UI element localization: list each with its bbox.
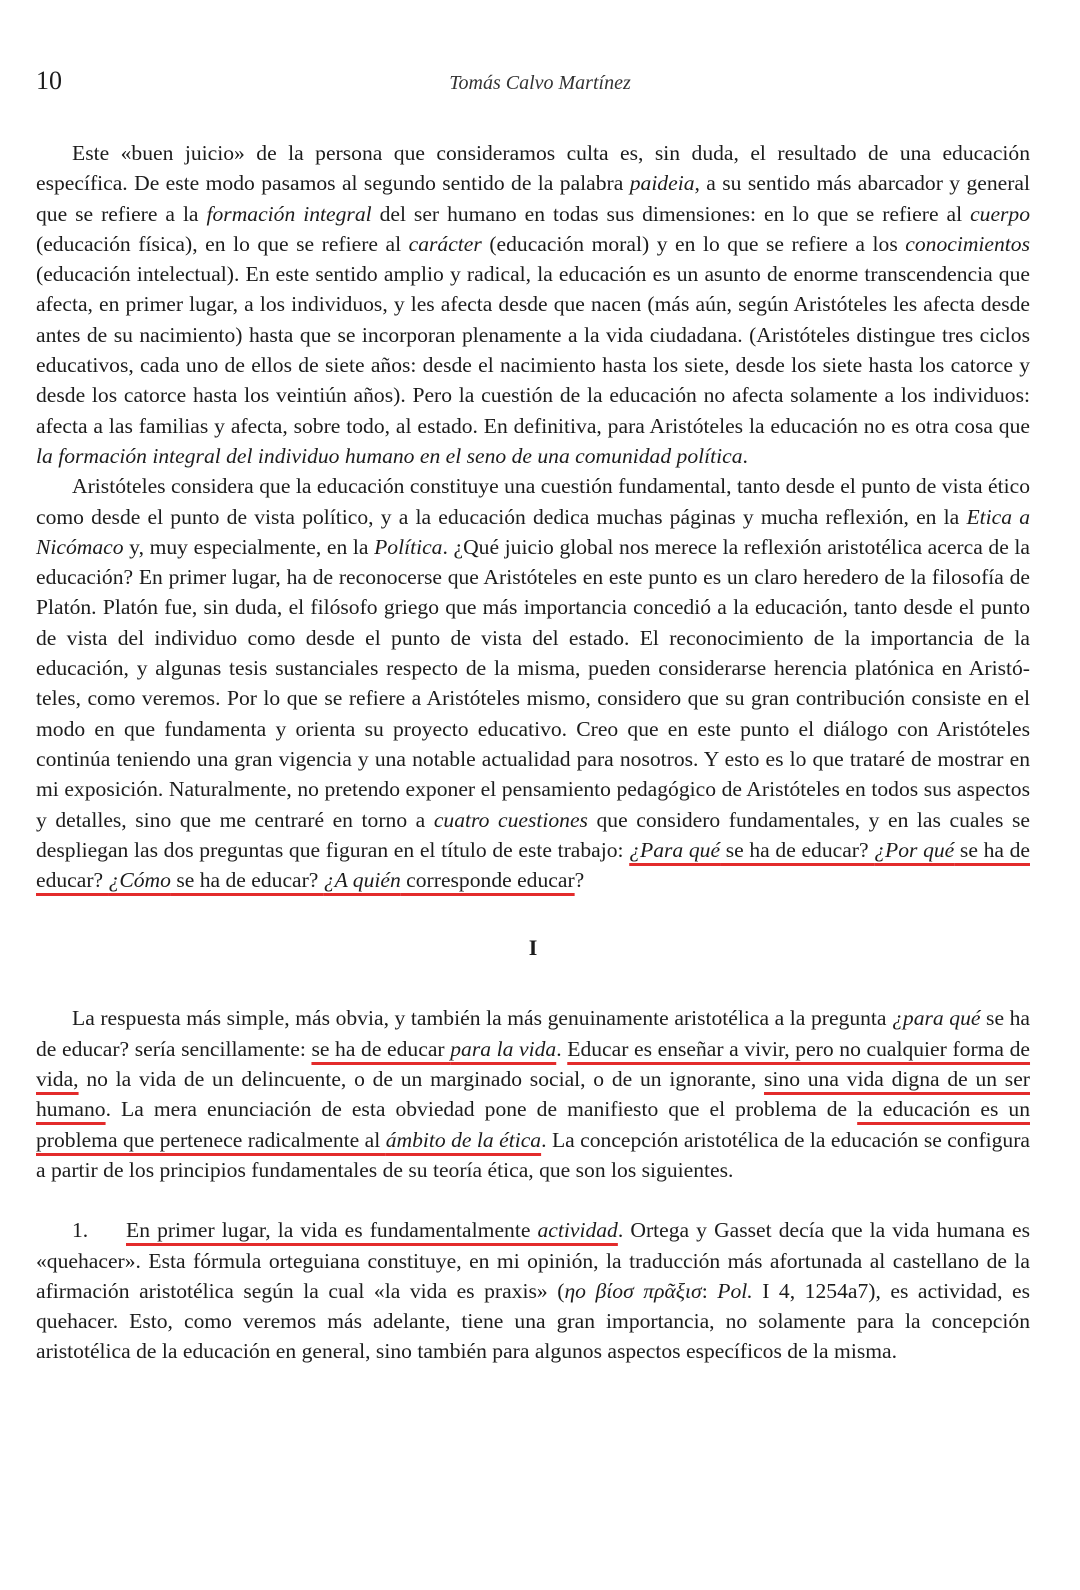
text-run: se ha de educar?: [36, 837, 1030, 893]
text-run: ?: [574, 868, 585, 893]
text-run: Este «buen juicio» de la persona que consideramos culta es, sin duda, el resultado de una educación específica. De este modo pasamos al segundo sentido de la palabra: [36, 141, 1030, 196]
list-item-number: 1.: [72, 1218, 89, 1243]
text-run: del ser humano en todas sus dimensiones: en lo que se refiere al: [371, 201, 971, 226]
text-run: Aristóteles considera que la educación constituye una cuestión fundamental, tanto desde el punto de vista ético como desde el punto de vista político, y a la educación dedica muchas páginas y mucha reflexión, en la: [36, 474, 1030, 529]
text-run: corresponde educar: [400, 868, 575, 893]
text-run: se ha de educar?: [170, 868, 324, 893]
text-run: . ¿Qué juicio global nos merece la reflexión aristotélica acerca de la educación? En primer lugar, ha de reconocerse que Aristóteles en este punto es un claro heredero de la filosofía de Platón. Platón fue, sin duda, el filósofo griego que más importancia concedió a la educación, tanto desde el punto de vista del individuo como desde el punto de vista del estado. El reconocimiento de la importancia de la educación, y algunas tesis sustanciales respecto de la misma, pueden considerarse herencia platónica en Aristóteles, como veremos. Por lo que se refiere a Aristóteles mismo, considero que su gran contribución consiste en el modo en que fundamenta y orienta su proyecto educativo. Creo que en este punto el diálogo con Aristóteles continúa teniendo una gran vigencia y una notable actualidad para nosotros. Y esto es lo que trataré de mostrar en mi exposición. Naturalmente, no pretendo exponer el pensamiento pedagógico de Aristóteles en todos sus aspectos y detalles, sino que me centraré en torno a: [36, 534, 1030, 832]
running-head-author: Tomás Calvo Martínez: [449, 72, 631, 94]
text-run: . Ortega y Gasset decía que la vida humana es «quehacer». Esta fórmula orteguiana constituye, en mi opinión, la traducción más afortunada al castellano de la afirmación aristotélica según la cual «la vida es praxis» (: [36, 1218, 1030, 1303]
question-para-que: ¿Para qué: [629, 837, 721, 862]
list-item-1: [36, 1215, 1030, 1366]
text-run: En primer lugar, la vida es fundamentalmente: [126, 1218, 538, 1243]
text-run: .: [742, 443, 748, 468]
term-ambito-de-la-etica: ámbito de la ética: [385, 1127, 542, 1152]
text-run: :: [701, 1278, 718, 1303]
term-actividad: actividad: [537, 1218, 618, 1243]
text-run: La respuesta más simple, más obvia, y también la más genuinamente aristotélica a la pregunta: [72, 1006, 893, 1031]
body-text: [36, 138, 1030, 1367]
text-run: se ha de educar?: [720, 837, 875, 862]
text-run: no la vida de un delincuente, o de un marginado social, o de un ignorante,: [78, 1067, 765, 1092]
title-politica: Política: [374, 534, 443, 559]
paragraph-3: [36, 1003, 1030, 1185]
title-etica-nicomaco: Etica a Nicómaco: [36, 504, 1030, 559]
term-paideia: paideia: [629, 171, 695, 196]
text-run: (educación física), en lo que se refiere al: [36, 231, 409, 256]
text-run: . La mera enunciación de esta obviedad pone de manifiesto que el problema de: [105, 1097, 858, 1122]
text-run: se ha de educar: [311, 1036, 451, 1061]
text-run: la educación es un problema que pertenece radicalmente al: [36, 1097, 1030, 1152]
text-run: .: [556, 1036, 568, 1061]
page-number: 10: [36, 66, 62, 95]
question-a-quien: ¿A quién: [323, 868, 401, 893]
text-run: (educación intelectual). En este sentido amplio y radical, la educación es un asunto de enorme transcendencia que afecta, en primer lugar, a los individuos, y les afecta desde que nacen (más aún, según Aristóteles les afecta desde antes de su nacimiento) hasta que se incorporan plenamente a la vida ciudadana. (Aristóteles distingue tres ciclos educativos, cada uno de ellos de siete años: desde el nacimiento hasta los siete, desde los siete hasta los catorce y desde los catorce hasta los veintiún años). Pero la cuestión de la educación no afecta solamente a los individuos: afecta a las familias y afecta, sobre todo, al estado. En definitiva, para Aristóteles la educación no es otra cosa que: [36, 262, 1030, 438]
text-run: . La concepción aristotélica de la educación se configura a partir de los principios fundamentales de su teoría ética, que son los siguientes.: [36, 1127, 1030, 1182]
question-para-que-inline: ¿para qué: [892, 1006, 981, 1031]
section-heading-numeral: I: [528, 935, 538, 961]
underline-vida-digna: sino una vida digna de un ser humano: [36, 1067, 1030, 1122]
question-como: ¿Cómo: [108, 868, 171, 893]
underline-para-la-vida: [311, 1037, 556, 1061]
question-por-que: ¿Por qué: [874, 837, 955, 862]
underline-vida-actividad: [126, 1218, 618, 1242]
paragraph-2: [36, 471, 1030, 895]
greek-quote: ηο βίοσ πρᾶξισ: [564, 1278, 702, 1303]
term-conocimientos: conocimientos: [905, 231, 1030, 256]
term-cuerpo: cuerpo: [970, 201, 1031, 226]
term-formacion-integral: formación integral: [206, 201, 372, 226]
term-cuatro-cuestiones: cuatro cuestiones: [433, 807, 588, 832]
paragraph-1: [36, 138, 1030, 471]
education-definition: la formación integral del individuo humano en el seno de una comunidad política: [36, 443, 743, 468]
text-run: se ha de educar? sería sencillamente:: [36, 1006, 1030, 1061]
text-run: (educación moral) y en lo que se refiere a los: [481, 231, 906, 256]
text-run: y, muy especialmente, en la: [123, 534, 375, 559]
citation-pol: Pol.: [717, 1278, 753, 1303]
underline-educar-es-ensenar: Educar es enseñar a vivir, pero no cualquier forma de vida,: [36, 1036, 1031, 1092]
term-caracter: carácter: [408, 231, 482, 256]
term-para-la-vida: para la vida: [450, 1036, 557, 1061]
text-run: , a su sentido más abarcador y general que se refiere a la: [36, 171, 1030, 226]
text-run: que considero fundamentales, y en las cuales se despliegan las dos preguntas que figuran en el título de este trabajo:: [36, 807, 1030, 862]
text-run: I 4, 1254a7), es actividad, es quehacer. Esto, como veremos más adelante, tiene una gran importancia, no solamente para la concepción aristotélica de la educación en general, sino también para algunos aspectos específicos de la misma.: [36, 1278, 1031, 1364]
